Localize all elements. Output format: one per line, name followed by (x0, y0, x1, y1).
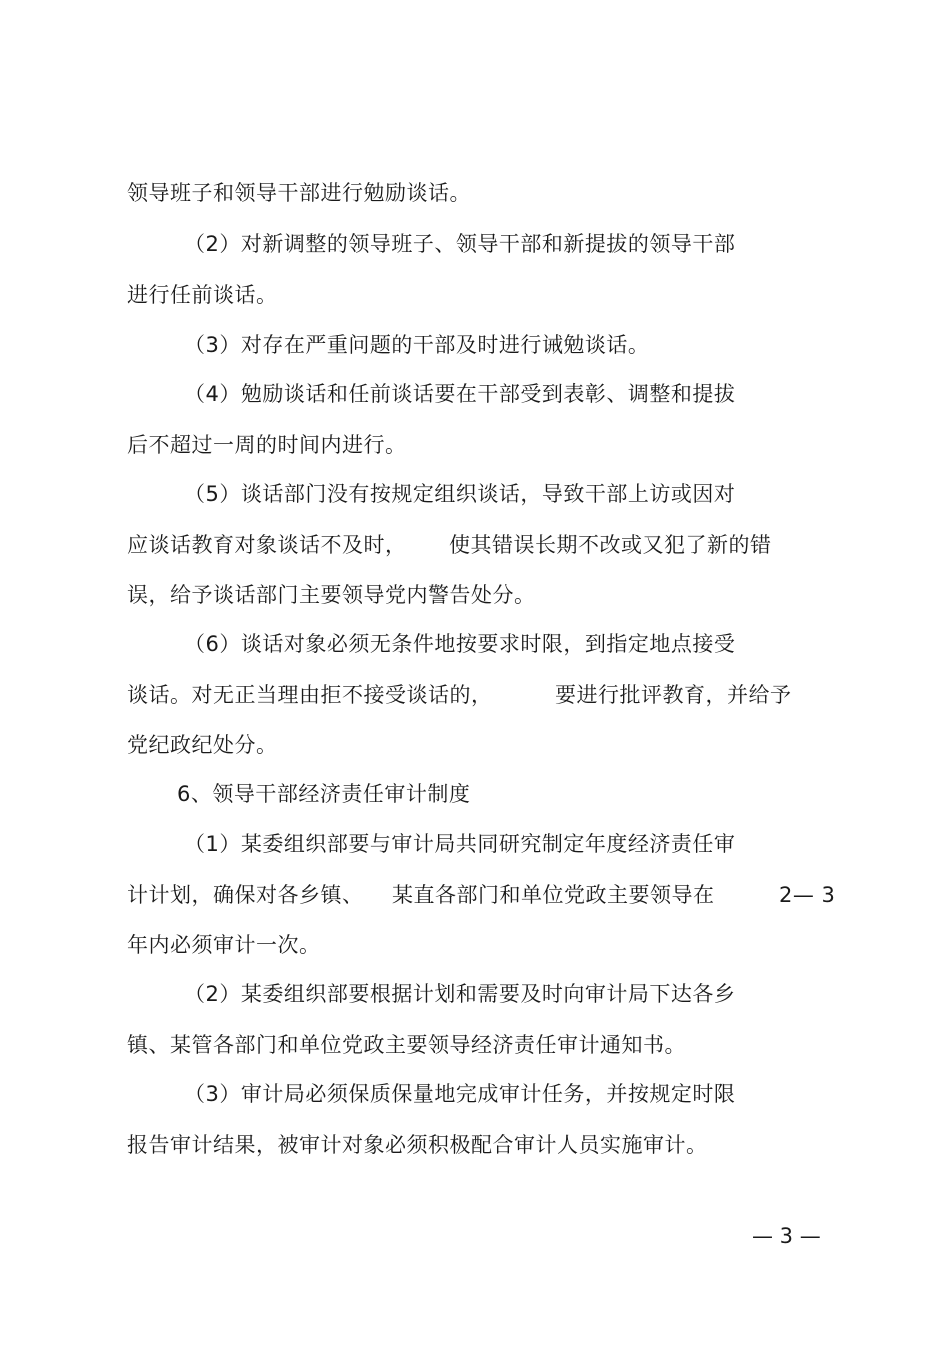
text-line (127, 529, 407, 561)
paragraph-start-line: （1）某委组织部要与审计局共同研究制定年度经济责任审 (184, 832, 736, 856)
text-line: 进行任前谈话。 (127, 283, 278, 307)
text-line: 党纪政纪处分。 (127, 733, 278, 757)
text-segment: 应谈话教育对象谈话不及时， (127, 533, 407, 557)
text-line: 镇、某管各部门和单位党政主要领导经济责任审计通知书。 (127, 1033, 686, 1057)
paragraph-start-line: （5）谈话部门没有按规定组织谈话，导致干部上访或因对 (184, 482, 736, 506)
text-line-continuation: 使其错误长期不改或又犯了新的错 (449, 533, 772, 557)
paragraph-start-line: （3）审计局必须保质保量地完成审计任务，并按规定时限 (184, 1082, 736, 1106)
text-line: 年内必须审计一次。 (127, 933, 321, 957)
text-line: 误，给予谈话部门主要领导党内警告处分。 (127, 583, 536, 607)
text-line-continuation: 某直各部门和单位党政主要领导在 (392, 883, 715, 907)
paragraph-start-line: （3）对存在严重问题的干部及时进行诫勉谈话。 (184, 333, 650, 357)
page-number: — 3 — (752, 1224, 821, 1248)
text-line-continuation: 要进行批评教育，并给予 (555, 683, 792, 707)
text-line-continuation: 2— 3 (779, 883, 836, 907)
paragraph-start-line: （6）谈话对象必须无条件地按要求时限，到指定地点接受 (184, 632, 736, 656)
paragraph-start-line: （2）某委组织部要根据计划和需要及时向审计局下达各乡 (184, 982, 736, 1006)
text-line: 报告审计结果，被审计对象必须积极配合审计人员实施审计。 (127, 1133, 708, 1157)
paragraph-start-line: （4）勉励谈话和任前谈话要在干部受到表彰、调整和提拔 (184, 382, 736, 406)
text-line: 谈话。对无正当理由拒不接受谈话的， (127, 683, 493, 707)
text-line: 后不超过一周的时间内进行。 (127, 433, 407, 457)
paragraph-start-line: （2）对新调整的领导班子、领导干部和新提拔的领导干部 (184, 232, 736, 256)
section-heading: 6、领导干部经济责任审计制度 (177, 782, 471, 806)
text-line: 计计划，确保对各乡镇、 (127, 883, 364, 907)
text-line: 领导班子和领导干部进行勉励谈话。 (127, 181, 471, 205)
